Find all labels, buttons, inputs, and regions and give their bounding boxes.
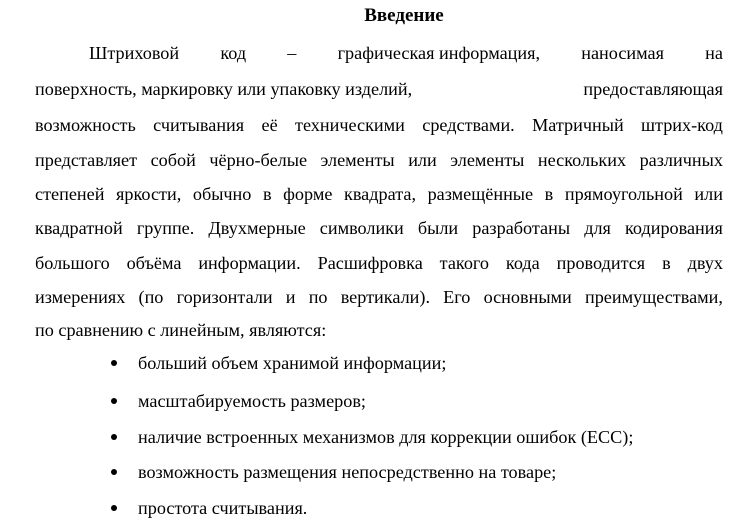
text-segment: предоставляющая <box>583 79 723 99</box>
word: для <box>584 218 611 238</box>
word: объёма <box>126 253 182 273</box>
word: форме <box>283 184 333 204</box>
word: средствами. <box>422 115 515 135</box>
paragraph-line-4 <box>35 148 723 172</box>
word: штрих-код <box>641 115 723 135</box>
list-item-text: больший объем хранимой информации; <box>138 353 447 373</box>
word: разработаны <box>472 218 571 238</box>
word: или <box>408 150 437 170</box>
word: кодирования <box>624 218 723 238</box>
word: большого <box>35 253 110 273</box>
word: квадратной <box>35 218 123 238</box>
word: преимуществами, <box>584 287 723 307</box>
list-item-text: масштабируемость размеров; <box>138 391 366 411</box>
word: на <box>705 43 723 63</box>
word: Матричный <box>532 115 624 135</box>
word: вертикали). <box>340 287 430 307</box>
word: или <box>694 184 723 204</box>
word: (по <box>138 287 164 307</box>
list-item-text: простота считывания. <box>138 498 308 518</box>
word: информации. <box>198 253 301 273</box>
word: элементы <box>450 150 525 170</box>
word: техническими <box>295 115 405 135</box>
word: элементы <box>320 150 395 170</box>
word: Расшифровка <box>317 253 423 273</box>
paragraph-line-6 <box>35 216 723 240</box>
paragraph-line-9: по сравнению с линейным, являются: <box>35 320 327 340</box>
bullet-icon <box>111 469 117 475</box>
word: проводится <box>556 253 646 273</box>
word: в <box>544 184 554 204</box>
word: обычно <box>192 184 252 204</box>
page-title: Введение <box>364 5 444 26</box>
word: в <box>262 184 272 204</box>
word: возможность <box>35 115 136 135</box>
word: такого <box>439 253 490 273</box>
word: прямоугольной <box>564 184 683 204</box>
paragraph-line-7 <box>35 251 723 275</box>
word: символики <box>319 218 404 238</box>
word: собой <box>150 150 196 170</box>
word: нескольких <box>537 150 627 170</box>
list-item-text: наличие встроенных механизмов для коррекции ошибок (ECC); <box>138 427 634 447</box>
paragraph-line-8 <box>35 285 723 309</box>
word: различных <box>639 150 723 170</box>
word: яркости, <box>116 184 182 204</box>
word: представляет <box>35 150 138 170</box>
word: степеней <box>35 184 105 204</box>
word: считывания <box>153 115 245 135</box>
paragraph-line-5 <box>35 182 723 206</box>
word: её <box>261 115 278 135</box>
word: двух <box>687 253 723 273</box>
word: измерениях <box>35 287 126 307</box>
word: размещённые <box>427 184 534 204</box>
bullet-icon <box>111 434 117 440</box>
word: код <box>220 43 247 63</box>
word: графическая информация, <box>337 43 541 63</box>
word: Его <box>443 287 471 307</box>
list-item-text: возможность размещения непосредственно на товаре; <box>138 462 557 482</box>
word: горизонтали <box>176 287 273 307</box>
text-segment: поверхность, маркировку или упаковку изделий, <box>35 79 413 99</box>
word: – <box>287 43 297 63</box>
word: были <box>417 218 459 238</box>
bullet-icon <box>111 505 117 511</box>
bullet-icon <box>111 360 117 366</box>
paragraph-line-1 <box>89 41 723 65</box>
paragraph-line-2 <box>35 77 723 101</box>
paragraph-line-3 <box>35 113 723 137</box>
word: основными <box>483 287 572 307</box>
word: в <box>662 253 671 273</box>
word: Штриховой <box>89 43 180 63</box>
word: кода <box>505 253 540 273</box>
bullet-icon <box>111 398 117 404</box>
word: квадрата, <box>344 184 416 204</box>
word: и <box>285 287 296 307</box>
word: группе. <box>136 218 195 238</box>
word: чёрно-белые <box>209 150 308 170</box>
word: по <box>308 287 328 307</box>
word: Двухмерные <box>208 218 306 238</box>
word: наносимая <box>581 43 664 63</box>
